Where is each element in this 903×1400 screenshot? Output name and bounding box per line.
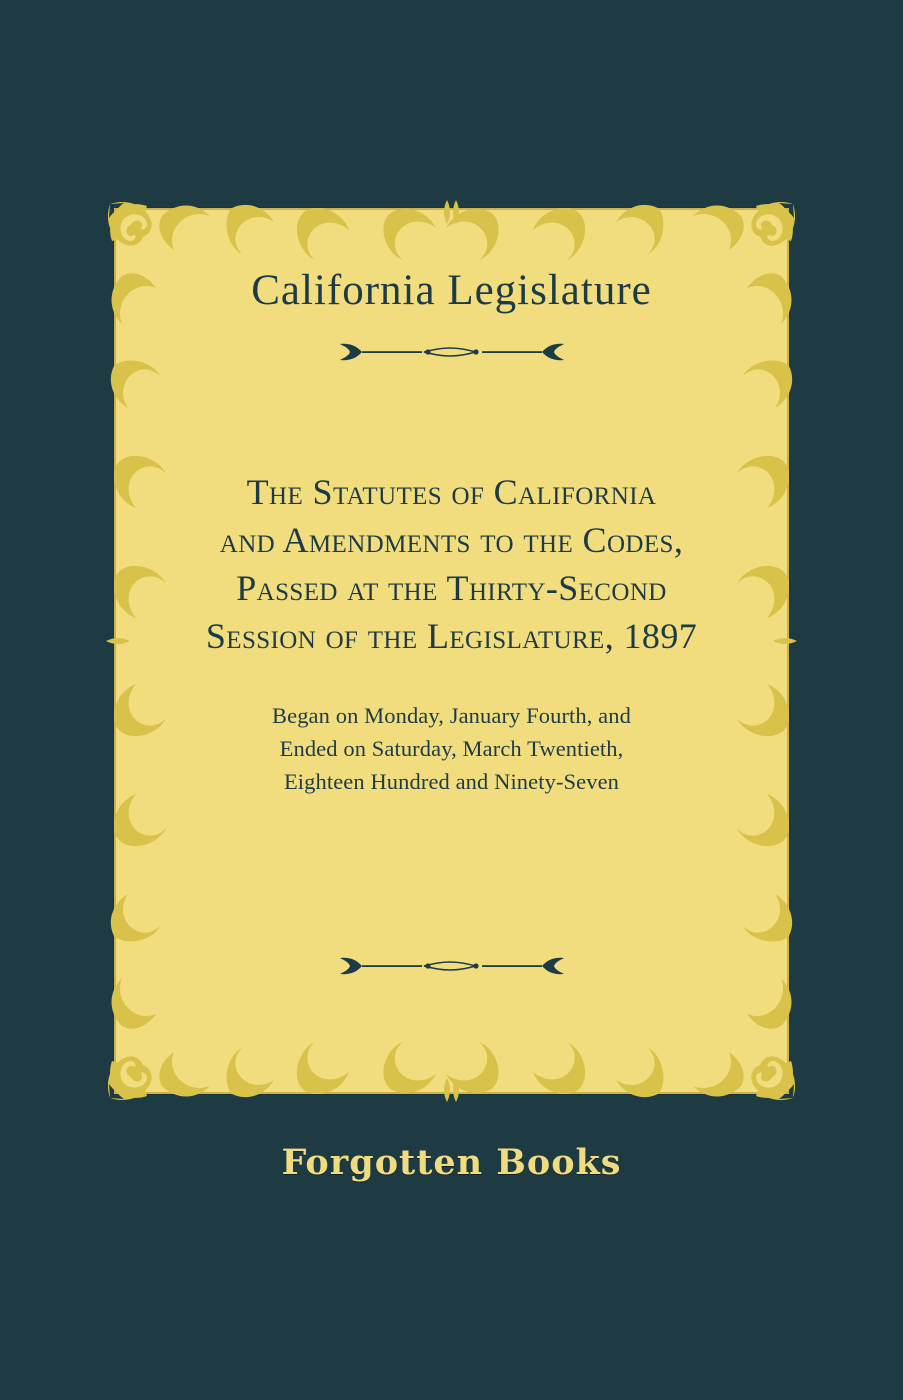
publisher-imprint xyxy=(0,1142,903,1183)
flourish-divider-top-icon xyxy=(332,341,572,363)
title-line-3: Passed at the Thirty-Second xyxy=(236,567,667,608)
subtitle-line-2: Ended on Saturday, March Twentieth, xyxy=(279,735,624,761)
flourish-divider-bottom-icon xyxy=(332,955,572,977)
author-name: California Legislature xyxy=(251,267,652,314)
title-line-1: The Statutes of California xyxy=(246,472,657,512)
publisher-name: Forgotten Books xyxy=(281,1142,622,1183)
flourish-divider-bottom-wrap xyxy=(152,955,751,982)
flourish-divider-icon xyxy=(332,341,572,363)
cover-text-block xyxy=(152,224,751,1078)
book-subtitle xyxy=(152,699,751,798)
cover-label-panel xyxy=(92,186,811,1116)
title-line-2: and Amendments to the Codes, xyxy=(219,519,684,560)
subtitle-line-3: Eighteen Hundred and Ninety-Seven xyxy=(283,768,620,794)
book-title xyxy=(152,469,751,661)
title-line-4: Session of the Legislature, 1897 xyxy=(205,615,698,656)
subtitle-line-1: Began on Monday, January Fourth, and xyxy=(272,702,631,728)
